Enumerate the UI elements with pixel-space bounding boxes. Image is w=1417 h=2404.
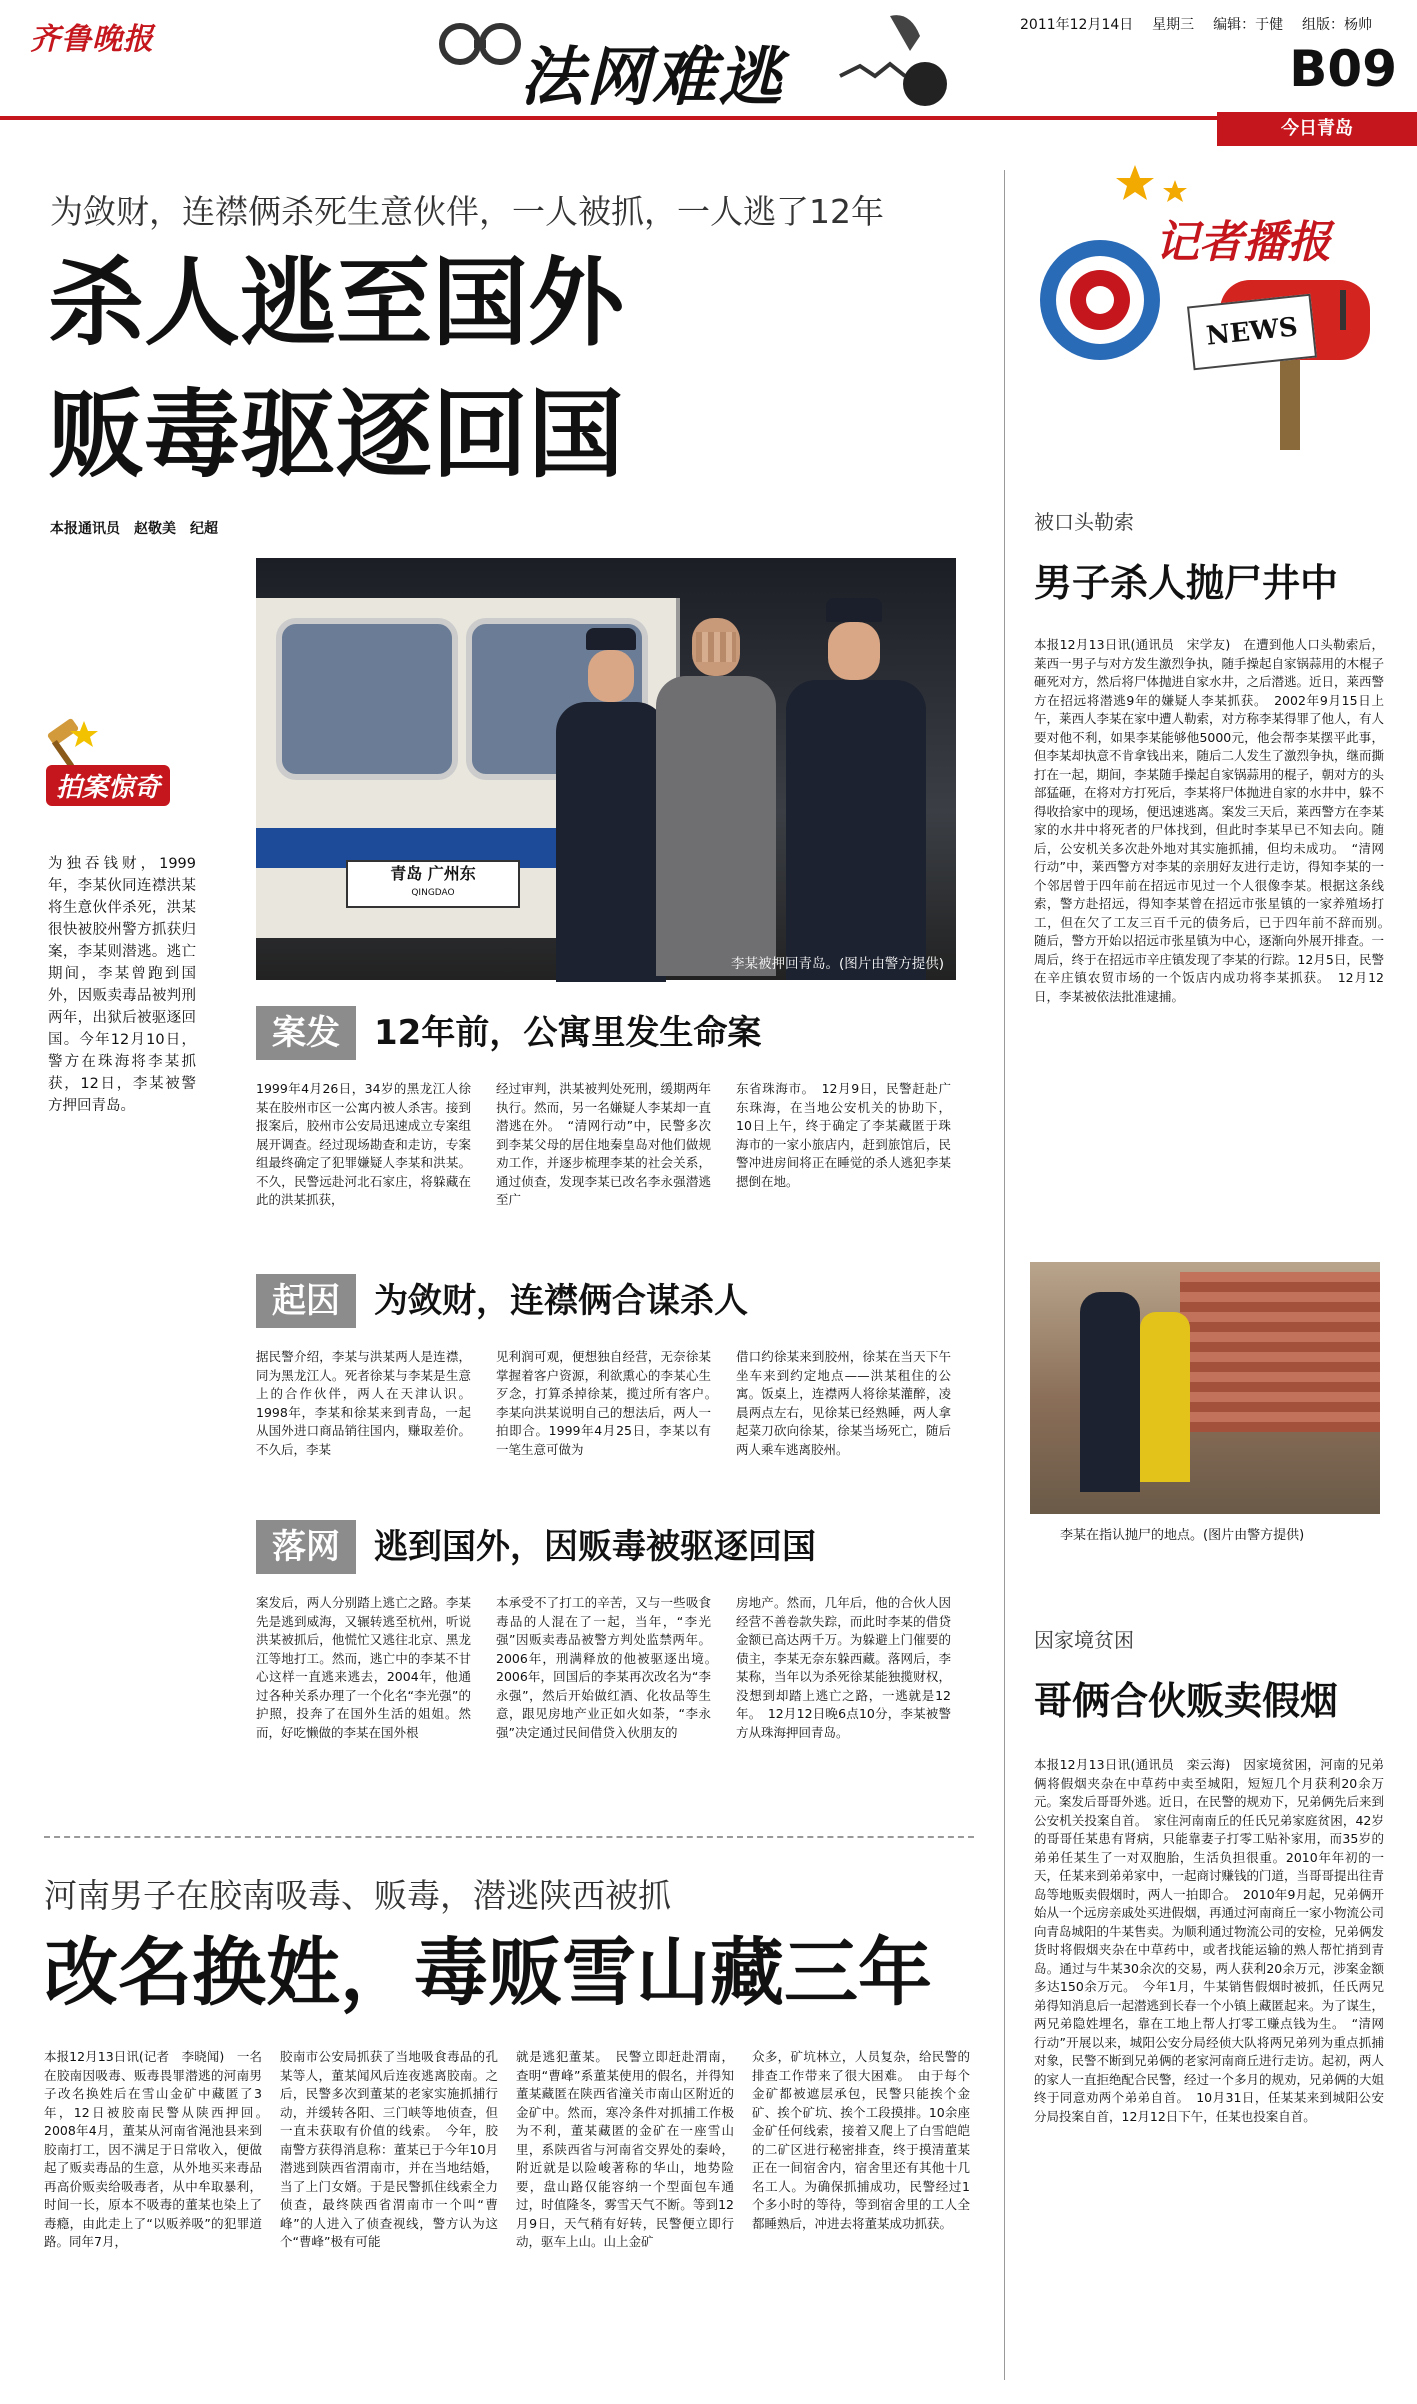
section-1-col-1-text: 1999年4月26日，34岁的黑龙江人徐某在胶州市区一公寓内被人杀害。接到报案后，胶州市公安局迅速成立专案组展开调查。经过现场勘查和走访，专案组最终确定了犯罪嫌疑人李某和洪某。不久，民警远赴河北石家庄，将躲藏在此的洪某抓获，: [256, 1081, 471, 1207]
second-headline: 改名换姓，毒贩雪山藏三年: [44, 1930, 932, 2016]
editor: 编辑：于健: [1213, 17, 1284, 33]
section-2-col-3: [736, 1348, 951, 1498]
reporter-badge-label: 记者播报: [1155, 217, 1331, 268]
main-photo-caption: 李某被押回青岛。(图片由警方提供): [730, 956, 944, 972]
sidebar-story1-body-text: 本报12月13日讯(通讯员 宋学友) 在遭到他人口头勒索后，莱西一男子与对方发生激烈争执，随手操起自家锅蒜用的木棍子砸死对方，然后将尸体抛进自家水井，之后潜逃。近日，莱西警方在招远将潜逃9年的嫌疑人李某抓获。 2002年9月15日上午，莱西人李某在家中遭人勒索，对方称李某得罪了他人，有人要对他不利，如果李某能够他5000元，他会帮李某摆平此事，但李某却执意不肯拿钱出来，随后二人发生了激烈争执，继而撕打在一起，期间，李某随手操起自家锅蒜用的棍子，朝对方的头部猛砸，在将对方打死后，李某将尸体抛进自家的水井中，躲不得收拾家中的现场，便迅速逃离。案发三天后，莱西警方在李某家的水井中将死者的尸体找到，但此时李某早已不知去向。随后，公安机关多次赴外地对其实施抓捕，但均未成功。 “清网行动”中，莱西警方对李某的亲朋好友进行走访，得知李某的一个邻居曾于四年前在招远市见过一个人很像李某。根据这条线索，警方赴招远，得知李某曾在招远市张星镇的一家养殖场打工，但在欠了工友三百千元的债务后，已于四年前不辞而别。 随后，警方开始以招远市张星镇为中心，逐渐向外展开排查。一周后，终于在招远市辛庄镇发现了李某的行踪。12月5日，民警在辛庄镇农贸市场的一个饭店内成功将李某抓获。 12月12日，李某被依法批准逮捕。: [1034, 637, 1397, 1004]
officer-left: [556, 628, 666, 980]
sidebar-story2-body: [1034, 1756, 1384, 2381]
sidebar-photo-caption: 李某在指认抛尸的地点。(图片由警方提供): [1060, 1528, 1305, 1543]
section-1-col-3-text: 东省珠海市。 12月9日，民警赶赴广东珠海，在当地公安机关的协助下，10日上午，终于确定了李某藏匿于珠海市的一家小旅店内，赶到旅馆后，民警冲进房间将正在睡觉的杀人逃犯李某摁倒在地。: [736, 1081, 951, 1189]
second-col-2: [280, 2048, 498, 2378]
ball-chain-icon: [830, 6, 950, 116]
second-col-2-text: 胶南市公安局抓获了当地吸食毒品的孔某等人，董某闻风后连夜逃离胶南。之后，民警多次到董某的老家实施抓捕行动，并缓转各阳、三门峡等地侦查，但一直未获取有价值的线索。 今年，胶南警方获得消息称：董某已于今年10月潜逃到陕西省渭南市，并在当地结婚，当了上门女婿。于是民警抓住线索全力侦查，最终陕西省渭南市一个叫“曹峰”的人进入了侦查视线，警方认为这个“曹峰”极有可能: [280, 2049, 498, 2249]
second-col-1: [44, 2048, 275, 2378]
sidebar-photo-officer: [1080, 1292, 1140, 1492]
section-title-2: 为敛财，连襟俩合谋杀人: [374, 1281, 748, 1321]
train-sign: [346, 860, 520, 908]
section-1-col-3: [736, 1080, 951, 1275]
second-col-1-text: 本报12月13日讯(记者 李晓闻) 一名在胶南因吸毒、贩毒畏罪潜逃的河南男子改名换姓后在雪山金矿中藏匿了3年，12日被胶南民警从陕西押回。 2008年4月，董某从河南省渑池县来到胶南打工，因不满足于日常收入，便做起了贩卖毒品的生意，从外地买来毒品再高价贩卖给吸毒者，从中牟取暴利，时间一长，原本不吸毒的董某也染上了毒瘾，由此走上了“以贩养吸”的犯罪道路。同年7月，: [44, 2049, 275, 2249]
section-2-col-2: [496, 1348, 724, 1498]
section-1-col-2-text: 经过审判，洪某被判处死刑，缓期两年执行。然而，另一名嫌疑人李某却一直潜逃在外。 “清网行动”中，民警多次到李某父母的居住地秦皇岛对他们做规劝工作，并逐步梳理李某的社会关系，通过侦查，发现李某已改名李永强潜逃至广: [496, 1081, 711, 1207]
second-col-4: [752, 2048, 970, 2378]
main-headline-line1: 杀人逃至国外: [48, 247, 624, 359]
section-2-col-3-text: 借口约徐某来到胶州，徐某在当天下午坐车来到约定地点——洪某租住的公寓。饭桌上，连襟两人将徐某灌醉，凌晨两点左右，见徐某已经熟睡，两人拿起菜刀砍向徐某，徐某当场死亡，随后两人乘车逃离胶州。: [736, 1349, 951, 1457]
handcuff-icon: [430, 14, 530, 74]
issue-date: 2011年12月14日: [1020, 17, 1134, 33]
issue-weekday: 星期三: [1152, 17, 1195, 33]
sidebar-story1-headline: 男子杀人抛尸井中: [1034, 561, 1339, 605]
case-badge-label: 拍案惊奇: [46, 765, 170, 806]
header-rule: [0, 116, 1417, 120]
section-3-col-1-text: 案发后，两人分别踏上逃亡之路。李某先是逃到威海，又辗转逃至杭州，听说洪某被抓后，他慌忙又逃往北京、黑龙江等地打工。然而，逃亡中的李某不甘心这样一直逃来逃去，2004年，他通过各种关系办理了一个化名“李光强”的护照，投奔了在国外生活的姐姐。然而，好吃懒做的李某在国外根: [256, 1595, 471, 1740]
sidebar-story2-body-text: 本报12月13日讯(通讯员 栾云海) 因家境贫困，河南的兄弟俩将假烟夹杂在中草药中卖至城阳，短短几个月获利20余万元。案发后哥哥外逃。近日，在民警的规劝下，兄弟俩先后来到公安机关投案自首。 家住河南南丘的任氏兄弟家庭贫困，42岁的哥哥任某患有肾病，只能靠妻子打零工贴补家用，而35岁的弟弟任某生了一对双胞胎，生活负担很重。2010年年初的一天，任某来到弟弟家中，一起商讨赚钱的门道，当哥哥提出往青岛等地贩卖假烟时，两人一拍即合。 2010年9月起，兄弟俩开始从一个远房亲戚处买进假烟，再通过河南商丘一家小物流公司向青岛城阳的牛某售卖。为顺利通过物流公司的安检，兄弟俩发货时将假烟夹杂在中草药中，或者找能运输的熟人帮忙捎到青岛。通过与牛某30余次的交易，两人获利20余万元，涉案金额多达150余万元。 今年1月，牛某销售假烟时被抓，任氏两兄弟得知消息后一起潜逃到长春一个小镇上藏匿起来。为了谋生，两兄弟隐姓埋名，靠在工地上帮人打零工赚点钱为生。 “清网行动”开展以来，城阳公安分局经侦大队将两兄弟列为重点抓捕对象，民警不断到兄弟俩的老家河南商丘进行走访。起初，两人的家人一直拒绝配合民警，经过一个多月的规劝，兄弟俩的大姐终于同意劝两个弟弟自首。 10月31日，任某某来到城阳公安分局投案自首，12月12日下午，任某也投案自首。: [1034, 1757, 1385, 2124]
main-headline-line2: 贩毒驱逐回国: [48, 379, 624, 491]
second-kicker: 河南男子在胶南吸毒、贩毒，潜逃陕西被抓: [44, 1876, 671, 1915]
loudspeaker-icon: [1030, 230, 1170, 370]
paper-name: 齐鲁晚报: [30, 22, 154, 57]
suspect: [656, 618, 776, 980]
main-photo: [256, 558, 956, 980]
news-card: [1187, 294, 1317, 371]
section-title-1: 12年前，公寓里发生命案: [374, 1013, 762, 1053]
section-title-3: 逃到国外，因贩毒被驱逐回国: [374, 1527, 816, 1567]
main-byline: 本报通讯员 赵敬美 纪超: [50, 521, 218, 537]
second-col-3: [516, 2048, 734, 2378]
section-3-col-3: [736, 1594, 951, 1809]
sidebar-story2-headline: 哥俩合伙贩卖假烟: [1034, 1679, 1339, 1723]
section-3-col-3-text: 房地产。然而，几年后，他的合伙人因经营不善卷款失踪，而此时李某的借贷金额已高达两千万。为躲避上门催要的债主，李某无奈东躲西藏。落网后，李某称，当年以为杀死徐某能独揽财权，没想到却踏上逃亡之路，一逃就是12年。 12月12日晚6点10分，李某被警方从珠海押回青岛。: [736, 1595, 951, 1740]
column-title: 法网难逃: [520, 40, 784, 115]
sidebar-story1-body: [1034, 636, 1397, 1256]
sidebar-story1-kicker: 被口头勒索: [1034, 510, 1134, 534]
main-kicker: 为敛财，连襟俩杀死生意伙伴，一人被抓，一人逃了12年: [50, 192, 884, 231]
section-2-col-1-text: 据民警介绍，李某与洪某两人是连襟，同为黑龙江人。死者徐某与李某是生意上的合作伙伴，两人在天津认识。1998年，李某和徐某来到青岛，一起从国外进口商品销往国内，赚取差价。不久后，李某: [256, 1349, 471, 1457]
sidebar-story2-kicker: 因家境贫困: [1034, 1628, 1134, 1652]
story-divider: [44, 1836, 974, 1838]
main-lead: [48, 853, 196, 1173]
news-label: NEWS: [1204, 312, 1300, 352]
section-2-col-1: [256, 1348, 471, 1498]
train-sign-sub: QINGDAO: [411, 888, 455, 898]
section-tag-2: 起因: [256, 1274, 356, 1328]
section-badge: 今日青岛: [1217, 112, 1417, 146]
section-tag-3: 落网: [256, 1520, 356, 1574]
second-col-4-text: 众多，矿坑林立，人员复杂，给民警的排查工作带来了很大困难。 由于每个金矿都被遮层承包，民警只能挨个金矿、挨个矿坑、挨个工段摸排。10余座金矿任何线索，接着又爬上了白雪皑皑的二矿区进行秘密排查，终于摸清董某正在一间宿舍内，宿舍里还有其他十几名工人。为确保抓捕成功，民警经过1个多小时的等待，等到宿舍里的工人全都睡熟后，冲进去将董某成功抓获。: [752, 2049, 970, 2231]
sidebar-photo: [1030, 1262, 1380, 1514]
column-banner: [400, 6, 960, 116]
case-badge: [40, 715, 210, 815]
officer-right: [786, 598, 926, 980]
section-3-col-2: [496, 1594, 724, 1809]
section-1-col-2: [496, 1080, 711, 1275]
section-1-col-1: [256, 1080, 471, 1275]
section-tag-1: 案发: [256, 1006, 356, 1060]
column-divider: [1004, 170, 1005, 2380]
train-sign-text: 青岛 广州东: [390, 864, 476, 883]
reporter-badge-graphic: [1020, 160, 1400, 460]
layout-editor: 组版：杨帅: [1301, 17, 1372, 33]
section-3-col-1: [256, 1594, 471, 1809]
section-2-col-2-text: 见利润可观，便想独自经营，无奈徐某掌握着客户资源，利欲熏心的李某心生歹念，打算杀掉徐某，揽过所有客户。 李某向洪某说明自己的想法后，两人一拍即合。1999年4月25日，李某以有一笔生意可做为: [496, 1349, 724, 1457]
header-meta: [1020, 14, 1372, 34]
section-3-col-2-text: 本承受不了打工的辛苦，又与一些吸食毒品的人混在了一起，当年，“李光强”因贩卖毒品被警方判处监禁两年。2006年，刑满释放的他被驱逐出境。 2006年，回国后的李某再次改名为“李永强”，然后开始做红酒、化妆品等生意，跟见房地产业正如火如荼，“李永强”决定通过民间借贷入伙朋友的: [496, 1595, 724, 1740]
page-number: B09: [1289, 40, 1397, 98]
sidebar-photo-suspect: [1140, 1312, 1190, 1482]
second-col-3-text: 就是逃犯董某。 民警立即赶赴渭南，查明“曹峰”系董某使用的假名，并得知董某藏匿在陕西省潼关市南山区附近的金矿中。然而，寒冷条件对抓捕工作极为不利，董某藏匿的金矿在一座雪山里，系陕西省与河南省交界处的秦岭，附近就是以险峻著称的华山，地势险要，盘山路仅能容纳一个型面包车通过，时值隆冬，雾雪天气不断。等到12月9日，天气稍有好转，民警便立即行动，驱车上山。山上金矿: [516, 2049, 734, 2249]
main-lead-text: 为独吞钱财，1999年，李某伙同连襟洪某将生意伙伴杀死，洪某很快被胶州警方抓获归案，李某则潜逃。逃亡期间，李某曾跑到国外，因贩卖毒品被判刑两年，出狱后被驱逐回国。今年12月10日，警方在珠海将李某抓获，12日，李某被警方押回青岛。: [48, 856, 196, 1114]
